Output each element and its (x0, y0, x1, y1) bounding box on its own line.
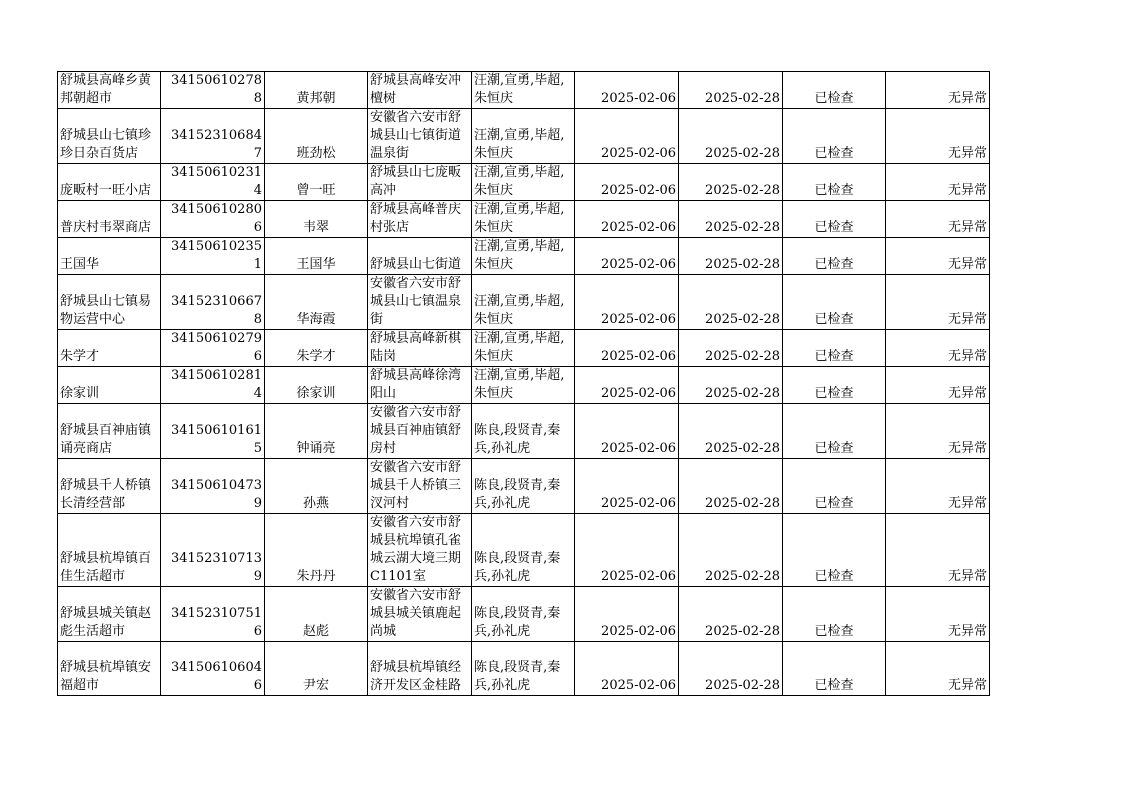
cell-inspectors: 汪潮,宣勇,毕超,朱恒庆 (472, 72, 575, 109)
cell-person: 尹宏 (265, 642, 368, 696)
cell-address: 安徽省六安市舒城县城关镇鹿起尚城 (368, 587, 472, 642)
cell-code: 341523106847 (161, 109, 265, 164)
cell-person: 朱学才 (265, 330, 368, 367)
cell-name: 舒城县杭埠镇百佳生活超市 (58, 514, 161, 587)
table-row (58, 404, 990, 459)
cell-address: 安徽省六安市舒城县山七镇街道温泉街 (368, 109, 472, 164)
cell-result: 无异常 (886, 459, 990, 514)
cell-code: 341523107139 (161, 514, 265, 587)
cell-name: 舒城县山七镇易物运营中心 (58, 275, 161, 330)
cell-result: 无异常 (886, 72, 990, 109)
cell-result: 无异常 (886, 164, 990, 201)
cell-inspectors: 陈良,段贤青,秦兵,孙礼虎 (472, 514, 575, 587)
cell-start-date: 2025-02-06 (575, 587, 679, 642)
cell-address: 舒城县高峰普庆村张店 (368, 201, 472, 238)
cell-name: 普庆村韦翠商店 (58, 201, 161, 238)
cell-status: 已检查 (783, 514, 886, 587)
table-row (58, 330, 990, 367)
cell-code: 341506101615 (161, 404, 265, 459)
cell-end-date: 2025-02-28 (679, 238, 783, 275)
cell-status: 已检查 (783, 587, 886, 642)
cell-end-date: 2025-02-28 (679, 201, 783, 238)
cell-address: 舒城县高峰安冲檀树 (368, 72, 472, 109)
cell-start-date: 2025-02-06 (575, 514, 679, 587)
cell-name: 朱学才 (58, 330, 161, 367)
cell-end-date: 2025-02-28 (679, 514, 783, 587)
cell-end-date: 2025-02-28 (679, 72, 783, 109)
cell-start-date: 2025-02-06 (575, 201, 679, 238)
cell-person: 赵彪 (265, 587, 368, 642)
cell-inspectors: 汪潮,宣勇,毕超,朱恒庆 (472, 109, 575, 164)
cell-status: 已检查 (783, 367, 886, 404)
cell-end-date: 2025-02-28 (679, 459, 783, 514)
cell-result: 无异常 (886, 367, 990, 404)
cell-name: 舒城县千人桥镇长清经营部 (58, 459, 161, 514)
cell-address: 安徽省六安市舒城县百神庙镇舒房村 (368, 404, 472, 459)
table-row (58, 459, 990, 514)
cell-inspectors: 陈良,段贤青,秦兵,孙礼虎 (472, 459, 575, 514)
cell-code: 341506106046 (161, 642, 265, 696)
cell-code: 341506102814 (161, 367, 265, 404)
cell-person: 王国华 (265, 238, 368, 275)
cell-result: 无异常 (886, 404, 990, 459)
cell-name: 舒城县山七镇珍珍日杂百货店 (58, 109, 161, 164)
cell-inspectors: 陈良,段贤青,秦兵,孙礼虎 (472, 587, 575, 642)
cell-address: 舒城县山七街道 (368, 238, 472, 275)
cell-start-date: 2025-02-06 (575, 164, 679, 201)
cell-start-date: 2025-02-06 (575, 238, 679, 275)
cell-result: 无异常 (886, 275, 990, 330)
table-row (58, 587, 990, 642)
cell-status: 已检查 (783, 72, 886, 109)
cell-status: 已检查 (783, 459, 886, 514)
cell-inspectors: 陈良,段贤青,秦兵,孙礼虎 (472, 404, 575, 459)
cell-person: 朱丹丹 (265, 514, 368, 587)
cell-person: 华海霞 (265, 275, 368, 330)
cell-code: 341523107516 (161, 587, 265, 642)
cell-name: 舒城县百神庙镇诵亮商店 (58, 404, 161, 459)
cell-inspectors: 汪潮,宣勇,毕超,朱恒庆 (472, 330, 575, 367)
cell-address: 舒城县杭埠镇经济开发区金桂路 (368, 642, 472, 696)
cell-status: 已检查 (783, 201, 886, 238)
cell-status: 已检查 (783, 275, 886, 330)
cell-code: 341506102796 (161, 330, 265, 367)
cell-inspectors: 汪潮,宣勇,毕超,朱恒庆 (472, 275, 575, 330)
cell-name: 舒城县高峰乡黄邦朝超市 (58, 72, 161, 109)
inspection-table (57, 71, 990, 696)
cell-start-date: 2025-02-06 (575, 109, 679, 164)
table-row (58, 238, 990, 275)
cell-inspectors: 汪潮,宣勇,毕超,朱恒庆 (472, 238, 575, 275)
cell-inspectors: 陈良,段贤青,秦兵,孙礼虎 (472, 642, 575, 696)
table-row (58, 642, 990, 696)
cell-address: 安徽省六安市舒城县千人桥镇三汊河村 (368, 459, 472, 514)
cell-end-date: 2025-02-28 (679, 587, 783, 642)
table-row (58, 514, 990, 587)
cell-person: 徐家训 (265, 367, 368, 404)
cell-start-date: 2025-02-06 (575, 330, 679, 367)
cell-code: 341506102351 (161, 238, 265, 275)
cell-start-date: 2025-02-06 (575, 404, 679, 459)
table-row (58, 72, 990, 109)
cell-result: 无异常 (886, 330, 990, 367)
cell-code: 341506104739 (161, 459, 265, 514)
table-row (58, 164, 990, 201)
table-row (58, 367, 990, 404)
cell-name: 舒城县城关镇赵彪生活超市 (58, 587, 161, 642)
cell-end-date: 2025-02-28 (679, 404, 783, 459)
cell-status: 已检查 (783, 642, 886, 696)
cell-end-date: 2025-02-28 (679, 330, 783, 367)
cell-inspectors: 汪潮,宣勇,毕超,朱恒庆 (472, 367, 575, 404)
table-row (58, 275, 990, 330)
cell-code: 341506102314 (161, 164, 265, 201)
cell-person: 韦翠 (265, 201, 368, 238)
cell-result: 无异常 (886, 642, 990, 696)
cell-start-date: 2025-02-06 (575, 642, 679, 696)
cell-name: 徐家训 (58, 367, 161, 404)
cell-name: 王国华 (58, 238, 161, 275)
cell-status: 已检查 (783, 109, 886, 164)
cell-start-date: 2025-02-06 (575, 72, 679, 109)
cell-address: 安徽省六安市舒城县杭埠镇孔雀城云湖大境三期C1101室 (368, 514, 472, 587)
cell-status: 已检查 (783, 404, 886, 459)
cell-result: 无异常 (886, 201, 990, 238)
cell-end-date: 2025-02-28 (679, 164, 783, 201)
cell-end-date: 2025-02-28 (679, 642, 783, 696)
cell-end-date: 2025-02-28 (679, 275, 783, 330)
cell-result: 无异常 (886, 514, 990, 587)
cell-code: 341506102788 (161, 72, 265, 109)
cell-address: 舒城县高峰新棋陆岗 (368, 330, 472, 367)
cell-name: 庞畈村一旺小店 (58, 164, 161, 201)
cell-end-date: 2025-02-28 (679, 367, 783, 404)
cell-start-date: 2025-02-06 (575, 275, 679, 330)
cell-name: 舒城县杭埠镇安福超市 (58, 642, 161, 696)
cell-inspectors: 汪潮,宣勇,毕超,朱恒庆 (472, 164, 575, 201)
cell-end-date: 2025-02-28 (679, 109, 783, 164)
cell-person: 班劲松 (265, 109, 368, 164)
table-row (58, 109, 990, 164)
cell-status: 已检查 (783, 238, 886, 275)
cell-person: 曾一旺 (265, 164, 368, 201)
table-body (58, 72, 990, 696)
table-row (58, 201, 990, 238)
cell-person: 钟诵亮 (265, 404, 368, 459)
cell-result: 无异常 (886, 587, 990, 642)
cell-status: 已检查 (783, 330, 886, 367)
cell-inspectors: 汪潮,宣勇,毕超,朱恒庆 (472, 201, 575, 238)
cell-status: 已检查 (783, 164, 886, 201)
cell-result: 无异常 (886, 109, 990, 164)
cell-address: 舒城县高峰徐湾阳山 (368, 367, 472, 404)
cell-start-date: 2025-02-06 (575, 367, 679, 404)
cell-address: 舒城县山七庞畈高冲 (368, 164, 472, 201)
cell-person: 黄邦朝 (265, 72, 368, 109)
cell-start-date: 2025-02-06 (575, 459, 679, 514)
cell-person: 孙燕 (265, 459, 368, 514)
cell-code: 341506102806 (161, 201, 265, 238)
cell-address: 安徽省六安市舒城县山七镇温泉街 (368, 275, 472, 330)
cell-result: 无异常 (886, 238, 990, 275)
cell-code: 341523106678 (161, 275, 265, 330)
